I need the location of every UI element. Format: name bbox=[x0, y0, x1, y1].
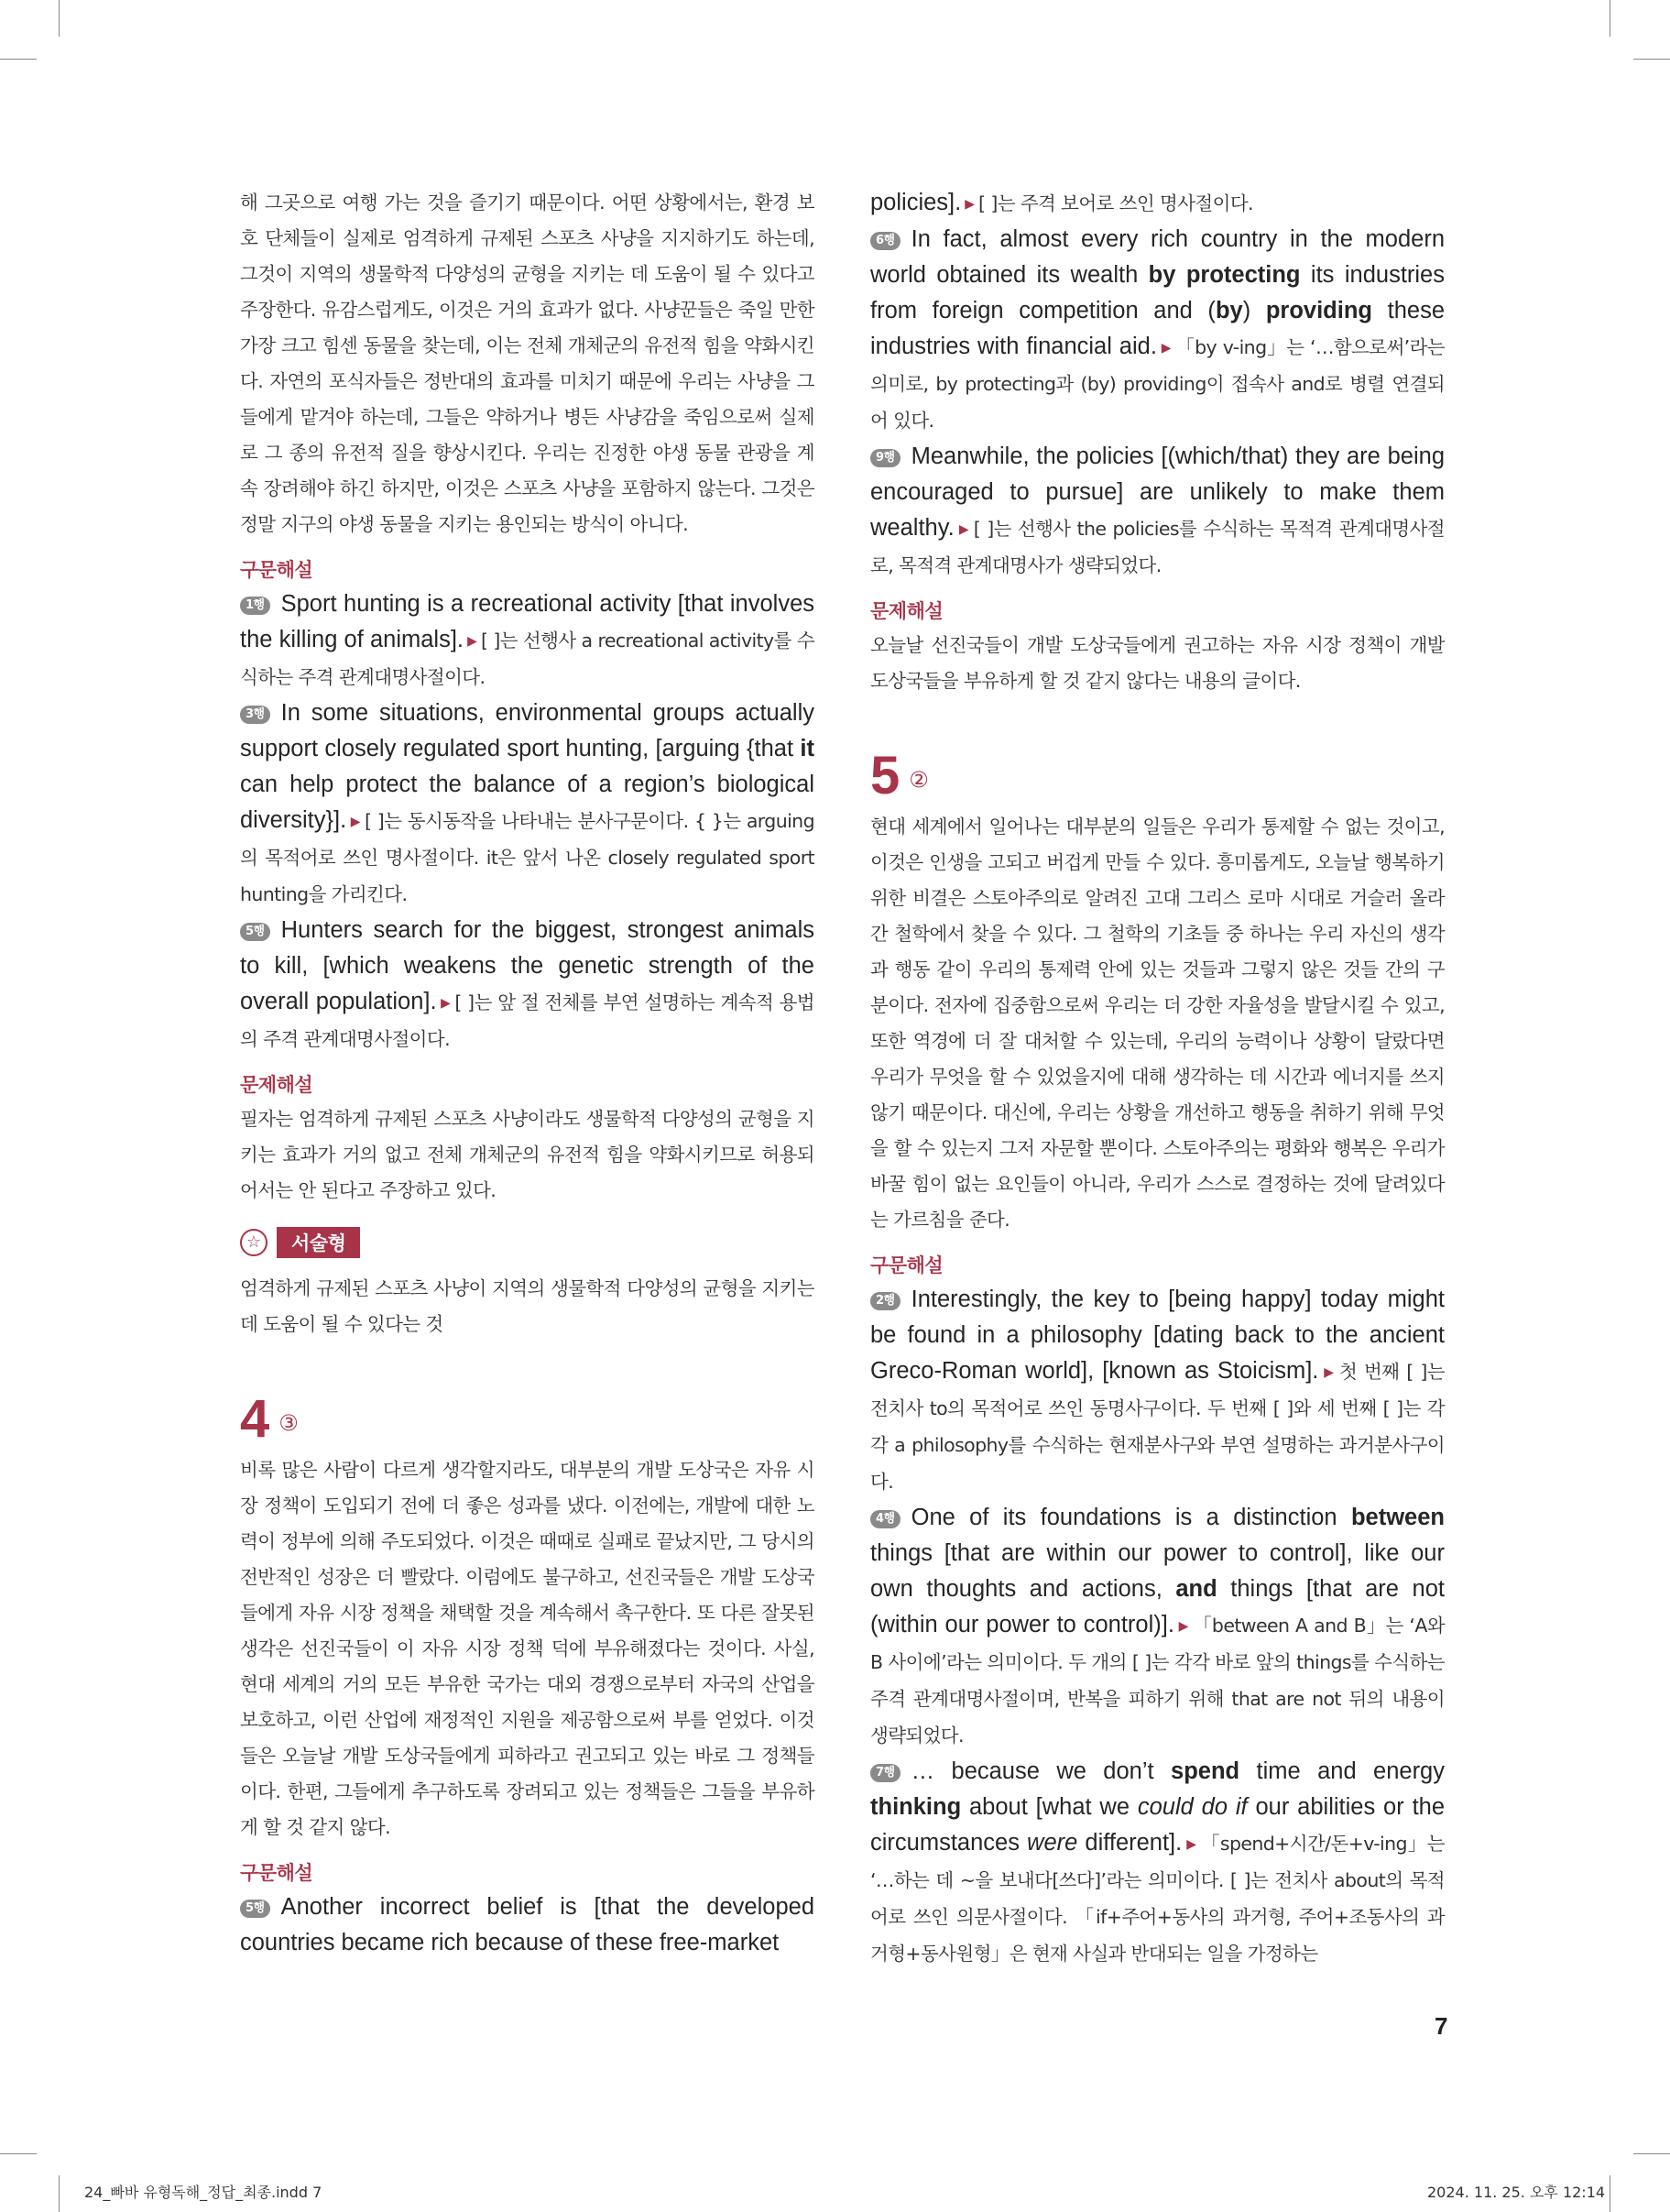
line-badge: 7행 bbox=[870, 1764, 900, 1782]
grammar-note-q4-line5-cont: policies]. ▶ [ ]는 주격 보어로 쓰인 명사절이다. bbox=[870, 190, 1253, 215]
line-badge: 5행 bbox=[240, 1900, 270, 1918]
munje-heading: 문제해설 bbox=[870, 600, 944, 622]
arrow-icon: ▶ bbox=[1160, 340, 1173, 355]
grammar-note-line6: 6행 In fact, almost every rich country in the modern world obtained its wealth by protecting its industries from foreign competition and (by) providing these industries with financial aid. ▶ 「by v-ing」는 ‘…함으로써’라는 의미로, by protecting과 (by) providing이 접속사 and로 병렬 연결되어 있다. bbox=[870, 226, 1446, 432]
arrow-icon: ▶ bbox=[1322, 1364, 1336, 1379]
crop-mark bbox=[59, 2175, 60, 2212]
left-column bbox=[240, 185, 814, 1961]
line-badge: 1행 bbox=[240, 597, 270, 615]
seosul-answer: 엄격하게 규제된 스포츠 사냥이 지역의 생물학적 다양성의 균형을 지키는 데 도움이 될 수 있다는 것 bbox=[240, 1277, 814, 1335]
arrow-icon: ▶ bbox=[467, 633, 477, 648]
crop-mark bbox=[1633, 59, 1670, 60]
grammar-note-line3: 3행 In some situations, environmental groups actually support closely regulated sport hunting, [arguing {that it can help protect the balance of a region’s biological diversity}]. ▶ [ ]는 동시동작을 나타내는 분사구문이다. { }는 arguing의 목적어로 쓰인 명사절이다. it은 앞서 나온 closely regulated sport hunting을 가리킨다. bbox=[240, 700, 814, 905]
grammar-note-line5: 5행 Hunters search for the biggest, strongest animals to kill, [which weakens the genetic strength of the overall population]. ▶ [ ]는 앞 절 전체를 부연 설명하는 계속적 용법의 주격 관계대명사절이다. bbox=[240, 917, 814, 1050]
footer-filename: 24_빠바 유형독해_정답_최종.indd 7 bbox=[84, 2184, 322, 2201]
crop-mark bbox=[59, 0, 60, 37]
footer-timestamp: 2024. 11. 25. 오후 12:14 bbox=[1427, 2184, 1606, 2201]
passage-4-translation: 비록 많은 사람이 다르게 생각할지라도, 대부분의 개발 도상국은 자유 시장 정책이 도입되기 전에 더 좋은 성과를 냈다. 이전에는, 개발에 대한 노력이 정부에 의해 주도되었다. 이것은 때때로 실패로 끝났지만, 그 당시의 전반적인 성장은 더 빨랐다. 이럼에도 불구하고, 선진국들은 개발 도상국들에게 자유 시장 정책을 채택할 것을 계속해서 촉구한다. 또 다른 잘못된 생각은 선진국들이 이 자유 시장 정책 덕에 부유해졌다는 것이다. 사실, 현대 세계의 거의 모든 부유한 국가는 대외 경쟁으로부터 자국의 산업을 보호하고, 이런 산업에 재정적인 지원을 제공함으로써 부를 얻었다. 이것들은 오늘날 개발 도상국들에게 피하라고 권고되고 있는 바로 그 정책들이다. 한편, 그들에게 추구하도록 장려되고 있는 정책들은 그들을 부유하게 할 것 같지 않다. bbox=[240, 1459, 814, 1838]
arrow-icon: ▶ bbox=[1185, 1836, 1197, 1851]
line-badge: 4행 bbox=[870, 1510, 900, 1528]
arrow-icon: ▶ bbox=[1177, 1618, 1190, 1633]
arrow-icon: ▶ bbox=[957, 521, 970, 536]
munje-heading: 문제해설 bbox=[240, 1074, 313, 1096]
problem-explanation-4: 오늘날 선진국들이 개발 도상국들에게 권고하는 자유 시장 정책이 개발 도상국들을 부유하게 할 것 같지 않다는 내용의 글이다. bbox=[870, 634, 1445, 692]
line-badge: 2행 bbox=[870, 1292, 900, 1310]
question-4-header: 4 ③ bbox=[240, 1389, 299, 1449]
crop-mark bbox=[0, 2153, 37, 2154]
problem-explanation-3: 필자는 엄격하게 규제된 스포츠 사냥이라도 생물학적 다양성의 균형을 지키는 효과가 거의 없고 전체 개체군의 유전적 힘을 약화시키므로 허용되어서는 안 된다고 주장하고 있다. bbox=[240, 1108, 814, 1201]
star-pin-icon: ☆ bbox=[240, 1229, 267, 1256]
arrow-icon: ▶ bbox=[350, 814, 361, 828]
grammar-note-line7: 7행 … because we don’t spend time and energy thinking about [what we could do if our abilities or the circumstances were different]. ▶ 「spend+시간/돈+v-ing」는 ‘…하는 데 ~을 보내다[쓰다]’라는 의미이다. [ ]는 전치사 about의 목적어로 쓰인 의문사절이다. 「if+주어+동사의 과거형, 주어+조동사의 과거형+동사원형」은 현재 사실과 반대되는 일을 가정하는 bbox=[870, 1758, 1446, 1965]
gumun-heading: 구문해설 bbox=[240, 1862, 313, 1884]
line-badge: 9행 bbox=[870, 449, 900, 467]
grammar-note-line9: 9행 Meanwhile, the policies [(which/that) they are being encouraged to pursue] are unlikely to make them wealthy. ▶ [ ]는 선행사 the policies를 수식하는 목적격 관계대명사절로, 목적격 관계대명사가 생략되었다. bbox=[870, 443, 1445, 576]
seosul-label: ☆ 서술형 bbox=[240, 1227, 814, 1258]
gumun-heading: 구문해설 bbox=[870, 1254, 944, 1276]
line-badge: 3행 bbox=[240, 706, 270, 724]
page-number: 7 bbox=[1435, 2012, 1448, 2040]
gumun-heading: 구문해설 bbox=[240, 559, 313, 581]
grammar-note-line1: 1행 Sport hunting is a recreational activity [that involves the killing of animals]. ▶ [ ]는 선행사 a recreational activity를 수식하는 주격 관계대명사절이다. bbox=[240, 591, 814, 688]
arrow-icon: ▶ bbox=[440, 995, 452, 1010]
right-column bbox=[870, 185, 1445, 1972]
grammar-note-line4: 4행 One of its foundations is a distinction between things [that are within our power to control], like our own thoughts and actions, and things [that are not (within our power to control)]. ▶ 「between A and B」는 ‘A와 B 사이에’라는 의미이다. 두 개의 [ ]는 각각 바로 앞의 things를 수식하는 주격 관계대명사절이며, 반복을 피하기 위해 that are not 뒤의 내용이 생략되었다. bbox=[870, 1505, 1445, 1747]
grammar-note-line2: 2행 Interestingly, the key to [being happy] today might be found in a philosophy [dating back to the ancient Greco-Roman world], [known as Stoicism]. ▶ 첫 번째 [ ]는 전치사 to의 목적어로 쓰인 동명사구이다. 두 번째 [ ]와 세 번째 [ ]는 각각 a philosophy를 수식하는 현재분사구와 부연 설명하는 과거분사구이다. bbox=[870, 1287, 1446, 1493]
grammar-note-q4-line5: 5행 Another incorrect belief is [that the developed countries became rich because of these free-market bbox=[240, 1894, 814, 1955]
passage-3-translation: 해 그곳으로 여행 가는 것을 즐기기 때문이다. 어떤 상황에서는, 환경 보호 단체들이 실제로 엄격하게 규제된 스포츠 사냥을 지지하기도 하는데, 그것이 지역의 생물학적 다양성의 균형을 지키는 데 도움이 될 수 있다고 주장한다. 유감스럽게도, 이것은 거의 효과가 없다. 사냥꾼들은 죽일 만한 가장 크고 힘센 동물을 찾는데, 이는 전체 개체군의 유전적 힘을 약화시킨다. 자연의 포식자들은 정반대의 효과를 미치기 때문에 우리는 사냥을 그들에게 맡겨야 하는데, 그들은 약하거나 병든 사냥감을 죽임으로써 실제로 그 종의 유전적 질을 향상시킨다. 우리는 진정한 야생 동물 관광을 계속 장려해야 하긴 하지만, 이것은 스포츠 사냥을 포함하지 않는다. 그것은 정말 지구의 야생 동물을 지키는 용인되는 방식이 아니다. bbox=[240, 192, 814, 535]
crop-mark bbox=[0, 59, 37, 60]
line-badge: 5행 bbox=[240, 923, 270, 941]
arrow-icon: ▶ bbox=[965, 196, 975, 211]
question-5-header: 5 ② bbox=[870, 746, 929, 805]
crop-mark bbox=[1633, 2153, 1670, 2154]
line-badge: 6행 bbox=[870, 232, 900, 250]
passage-5-translation: 현대 세계에서 일어나는 대부분의 일들은 우리가 통제할 수 없는 것이고, 이것은 인생을 고되고 버겁게 만들 수 있다. 흥미롭게도, 오늘날 행복하기 위한 비결은 스토아주의로 알려진 고대 그리스 로마 시대로 거슬러 올라간 철학에서 찾을 수 있다. 그 철학의 기초들 중 하나는 우리 자신의 생각과 행동 같이 우리의 통제력 안에 있는 것들과 그렇지 않은 것들 간의 구분이다. 전자에 집중함으로써 우리는 더 강한 자율성을 발달시킬 수 있고, 또한 역경에 더 잘 대처할 수 있는데, 우리의 능력이나 상황이 달랐다면 우리가 무엇을 할 수 있었을지에 대해 생각하는 데 시간과 에너지를 쓰지 않기 때문이다. 대신에, 우리는 상황을 개선하고 행동을 취하기 위해 무엇을 할 수 있는지 그저 자문할 뿐이다. 스토아주의는 평화와 행복은 우리가 바꿀 힘이 없는 요인들이 아니라, 우리가 스스로 결정하는 것에 달려있다는 가르침을 준다. bbox=[870, 816, 1445, 1231]
